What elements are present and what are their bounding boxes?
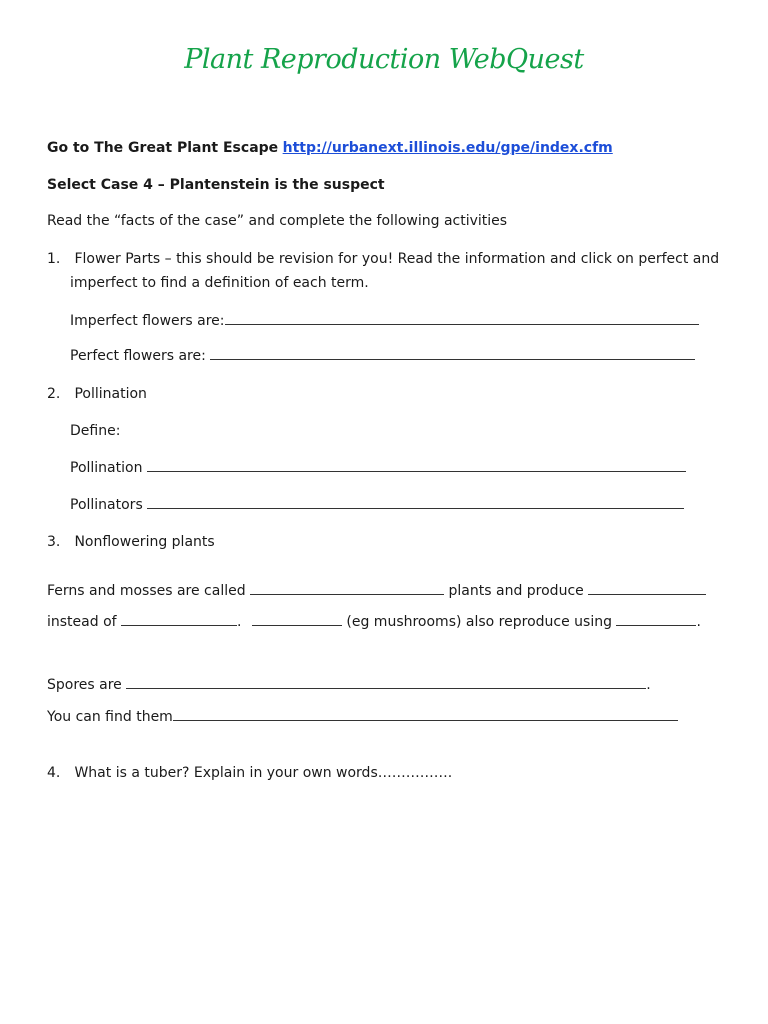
instead-of-part3: (eg mushrooms) also reproduce using [346,614,612,630]
go-to-label: Go to The Great Plant Escape [47,140,279,156]
website-link[interactable]: http://urbanext.illinois.edu/gpe/index.cfm [282,140,613,156]
page-title: Plant Reproduction WebQuest [184,44,584,75]
q3-heading-text: Nonflowering plants [74,534,215,550]
organism-blank[interactable] [252,613,342,626]
q1-number: 1. [47,251,61,267]
pollination-blank[interactable] [147,459,686,472]
imperfect-flowers-row [70,312,699,330]
imperfect-flowers-label: Imperfect flowers are: [70,313,225,329]
spores-label: Spores are [47,677,122,693]
find-them-blank[interactable] [173,708,678,721]
instead-of-blank[interactable] [121,613,237,626]
pollinators-blank[interactable] [147,496,684,509]
spores-end: . [646,677,651,693]
ferns-produce-blank[interactable] [588,582,706,595]
q2-number: 2. [47,386,61,402]
q1-text [47,250,719,268]
perfect-flowers-row [70,347,695,365]
q4-question: What is a tuber? Explain in your own words……………. [74,765,453,781]
q3-heading [47,533,215,551]
pollination-row [70,459,686,477]
pollinators-row [70,496,684,514]
perfect-flowers-label: Perfect flowers are: [70,348,206,364]
spores-blank[interactable] [126,676,646,689]
q1-text-line1: Flower Parts – this should be revision for you! Read the information and click on perfect and [74,251,720,267]
ferns-plant-type-blank[interactable] [250,582,444,595]
define-label: Define: [70,423,121,439]
q2-heading [47,385,147,403]
go-to-instruction [47,139,613,157]
pollinators-label: Pollinators [70,497,143,513]
instead-of-sentence [47,613,701,631]
ferns-mosses-part2: plants and produce [448,583,584,599]
perfect-flowers-blank[interactable] [210,347,695,360]
q3-number: 3. [47,534,61,550]
ferns-mosses-sentence [47,582,706,600]
read-facts-instruction: Read the “facts of the case” and complete the following activities [47,213,508,229]
q1-text-line2: imperfect to find a definition of each term. [70,275,369,291]
q4-text [47,764,452,782]
imperfect-flowers-blank[interactable] [225,312,699,325]
find-them-row [47,708,678,726]
instead-of-end: . [696,614,701,630]
ferns-mosses-part1: Ferns and mosses are called [47,583,246,599]
spores-row [47,676,651,694]
reproduce-using-blank[interactable] [616,613,696,626]
instead-of-part1: instead of [47,614,117,630]
pollination-label: Pollination [70,460,143,476]
select-case-instruction: Select Case 4 – Plantenstein is the suspect [47,177,385,193]
q2-heading-text: Pollination [74,386,147,402]
q4-number: 4. [47,765,61,781]
find-them-label: You can find them [47,709,173,725]
instead-of-period: . [237,614,242,630]
